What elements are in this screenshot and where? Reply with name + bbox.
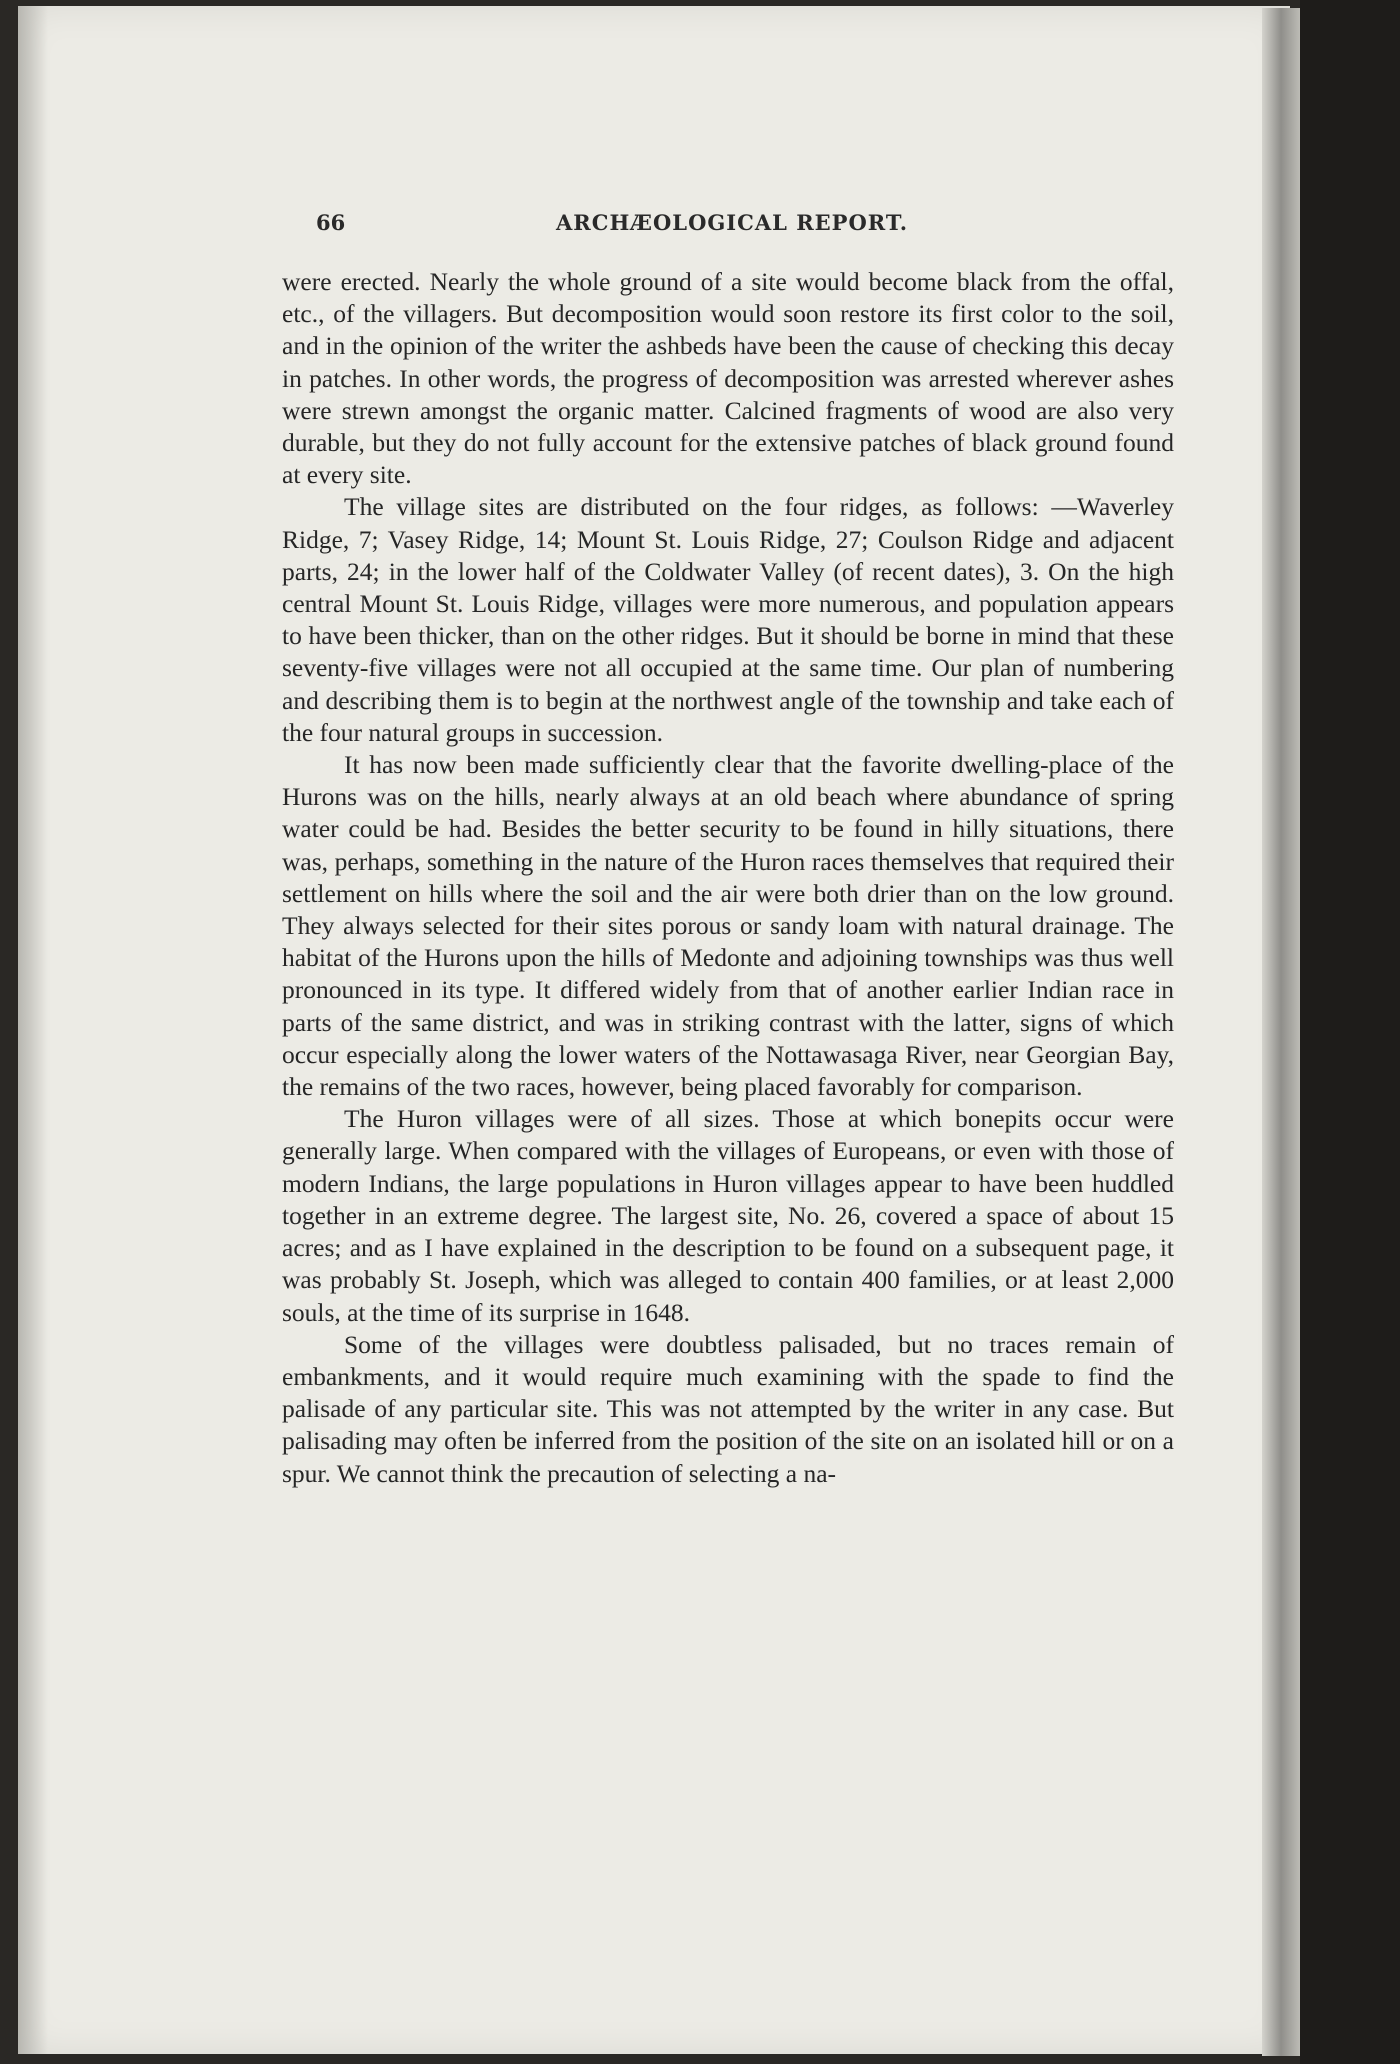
paragraph: Some of the villages were doubtless palisaded, but no traces remain of embankments, and it would require much examining with the spade to find the palisade of any particular site. This was not attempted by the writer in any case. But palisading may often be inferred from the position of the site on an isolated hill or on a spur. We cannot think the precaution of selecting a na- [282,1329,1174,1488]
paragraph: The Huron villages were of all sizes. Those at which bonepits occur were generally large. When compared with the villages of Europeans, or even with those of modern Indians, the large populations in Huron villages appear to have been huddled together in an extreme degree. The largest site, No. 26, covered a space of about 15 acres; and as I have explained in the description to be found on a subsequent page, it was probably St. Joseph, which was alleged to contain 400 families, or at least 2,000 souls, at the time of its surprise in 1648. [282,1104,1174,1327]
page-gutter-shadow [18,6,48,2054]
scan-margin [1300,0,1400,2064]
running-title: ARCHÆOLOGICAL REPORT. [556,210,909,235]
page-header [316,210,916,240]
page-edge [1262,8,1300,2056]
paragraph: The village sites are distributed on the four ridges, as follows: —Waverley Ridge, 7; Vasey Ridge, 14; Mount St. Louis Ridge, 27; Coulson Ridge and adjacent parts, 24; in the lower half of the Coldwater Valley (of recent dates), 3. On the high central Mount St. Louis Ridge, villages were more numerous, and population appears to have been thicker, than on the other ridges. But it should be borne in mind that these seventy-five villages were not all occupied at the same time. Our plan of numbering and describing them is to begin at the northwest angle of the township and take each of the four natural groups in succession. [282,492,1174,747]
paragraph: It has now been made sufficiently clear that the favorite dwelling-place of the Hurons was on the hills, nearly always at an old beach where abundance of spring water could be had. Besides the better security to be found in hilly situations, there was, perhaps, something in the nature of the Huron races themselves that required their settlement on hills where the soil and the air were both drier than on the low ground. They always selected for their sites porous or sandy loam with natural drainage. The habitat of the Hurons upon the hills of Medonte and adjoining townships was thus well pronounced in its type. It differed widely from that of another earlier Indian race in parts of the same district, and was in striking contrast with the latter, signs of which occur especially along the lower waters of the Nottawasaga River, near Georgian Bay, the remains of the two races, however, being placed favorably for comparison. [282,750,1174,1102]
page-number: 66 [316,210,346,235]
paragraph: were erected. Nearly the whole ground of a site would become black from the offal, etc., of the villagers. But decomposition would soon restore its first color to the soil, and in the opinion of the writer the ashbeds have been the cause of checking this decay in patches. In other words, the progress of decomposition was arrested wherever ashes were strewn amongst the organic matter. Calcined fragments of wood are also very durable, but they do not fully account for the extensive patches of black ground found at every site. [282,267,1174,490]
body-text [282,266,1174,1490]
